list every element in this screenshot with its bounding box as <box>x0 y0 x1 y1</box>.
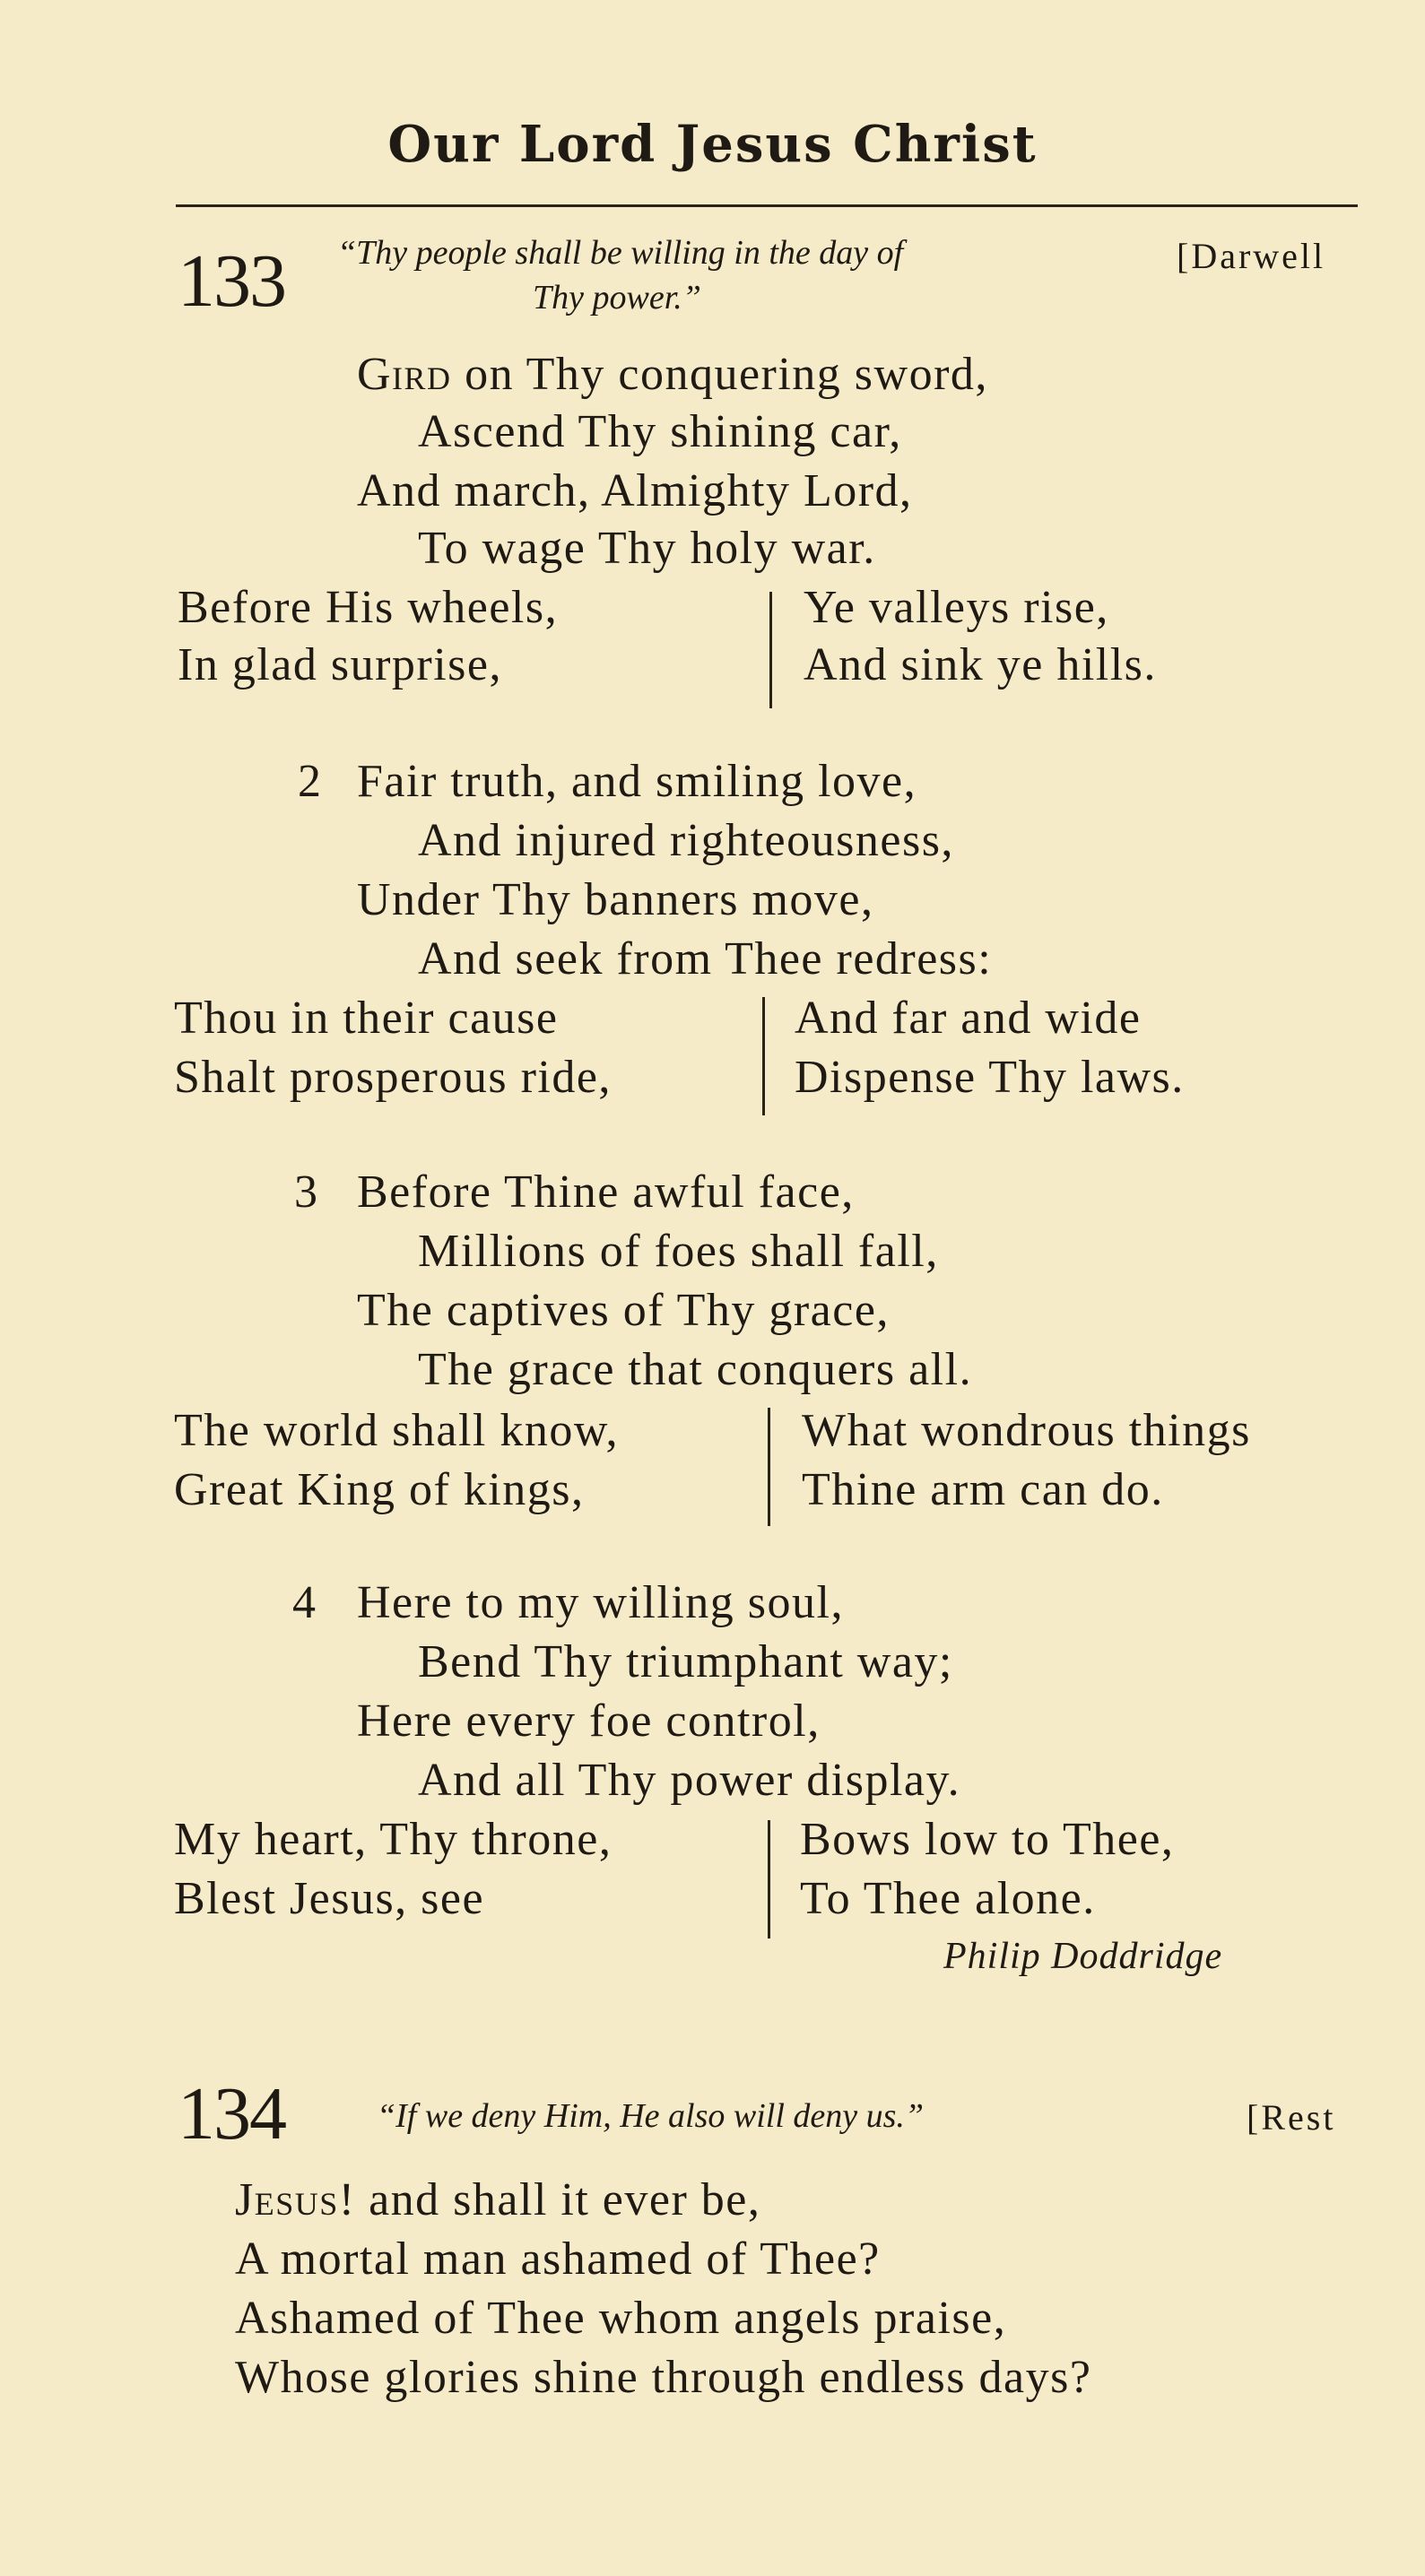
refrain-left-line: Before His wheels, <box>178 582 559 633</box>
refrain-right-line: Thine arm can do. <box>802 1464 1164 1515</box>
refrain-right-line: Bows low to Thee, <box>800 1814 1175 1865</box>
refrain-right-line: Ye valleys rise, <box>804 582 1109 633</box>
tune-name: [Rest <box>1247 2097 1336 2138</box>
refrain-left-line: Thou in their cause <box>174 993 559 1044</box>
stanza-line: Ascend Thy shining car, <box>418 406 902 457</box>
hymn-number: 134 <box>178 2072 285 2155</box>
stanza-first-word: Jesus <box>235 2174 339 2225</box>
refrain-right-line: To Thee alone. <box>800 1873 1096 1924</box>
stanza-line: And injured righteousness, <box>418 815 954 866</box>
stanza-line: Whose glories shine through endless days? <box>235 2352 1092 2403</box>
stanza-line: Ashamed of Thee whom angels praise, <box>235 2293 1007 2344</box>
refrain-left-line: Blest Jesus, see <box>174 1873 485 1924</box>
refrain-left-line: The world shall know, <box>174 1405 620 1456</box>
stanza-line: A mortal man ashamed of Thee? <box>235 2233 881 2285</box>
stanza-line: The grace that conquers all. <box>418 1344 973 1395</box>
refrain-divider <box>768 1820 770 1939</box>
hymn-epigraph: “Thy people shall be willing in the day of <box>337 234 904 272</box>
refrain-divider <box>768 1408 770 1526</box>
stanza-line <box>357 348 988 401</box>
refrain-divider <box>769 592 772 708</box>
stanza-line: And march, Almighty Lord, <box>357 465 913 516</box>
stanza-line: Before Thine awful face, <box>357 1167 855 1218</box>
refrain-left-line: Great King of kings, <box>174 1464 585 1515</box>
stanza-line: Fair truth, and smiling love, <box>357 756 917 807</box>
stanza-number: 4 <box>292 1577 317 1628</box>
refrain-left-line: Shalt prosperous ride, <box>174 1052 612 1103</box>
stanza-first-word: Gird <box>357 349 452 400</box>
header-rule <box>176 204 1358 207</box>
hymn-author: Philip Doddridge <box>943 1936 1223 1977</box>
stanza-line: Here to my willing soul, <box>357 1577 844 1628</box>
stanza-line: To wage Thy holy war. <box>418 523 876 574</box>
refrain-right-line: Dispense Thy laws. <box>795 1052 1185 1103</box>
stanza-line-rest: ! and shall it ever be, <box>338 2174 761 2225</box>
stanza-line-rest: on Thy conquering sword, <box>451 349 988 400</box>
stanza-line: The captives of Thy grace, <box>357 1285 890 1336</box>
refrain-left-line: In glad surprise, <box>178 639 502 690</box>
stanza-line: And all Thy power display. <box>418 1755 961 1806</box>
hymn-number: 133 <box>178 239 285 323</box>
stanza-number: 3 <box>294 1167 319 1218</box>
stanza-line <box>235 2173 760 2226</box>
stanza-line: Under Thy banners move, <box>357 874 874 925</box>
refrain-right-line: What wondrous things <box>802 1405 1251 1456</box>
stanza-line: Millions of foes shall fall, <box>418 1226 939 1277</box>
refrain-right-line: And far and wide <box>795 993 1142 1044</box>
stanza-line: Bend Thy triumphant way; <box>418 1636 953 1687</box>
stanza-line: And seek from Thee redress: <box>418 933 993 984</box>
refrain-divider <box>762 997 765 1115</box>
refrain-right-line: And sink ye hills. <box>804 639 1157 690</box>
hymn-epigraph-continued: Thy power.” <box>533 279 701 317</box>
stanza-number: 2 <box>298 756 323 807</box>
stanza-line: Here every foe control, <box>357 1696 821 1747</box>
tune-name: [Darwell <box>1177 236 1326 276</box>
hymn-epigraph: “If we deny Him, He also will deny us.” <box>377 2097 925 2135</box>
refrain-left-line: My heart, Thy throne, <box>174 1814 613 1865</box>
page-title: Our Lord Jesus Christ <box>387 115 1038 174</box>
